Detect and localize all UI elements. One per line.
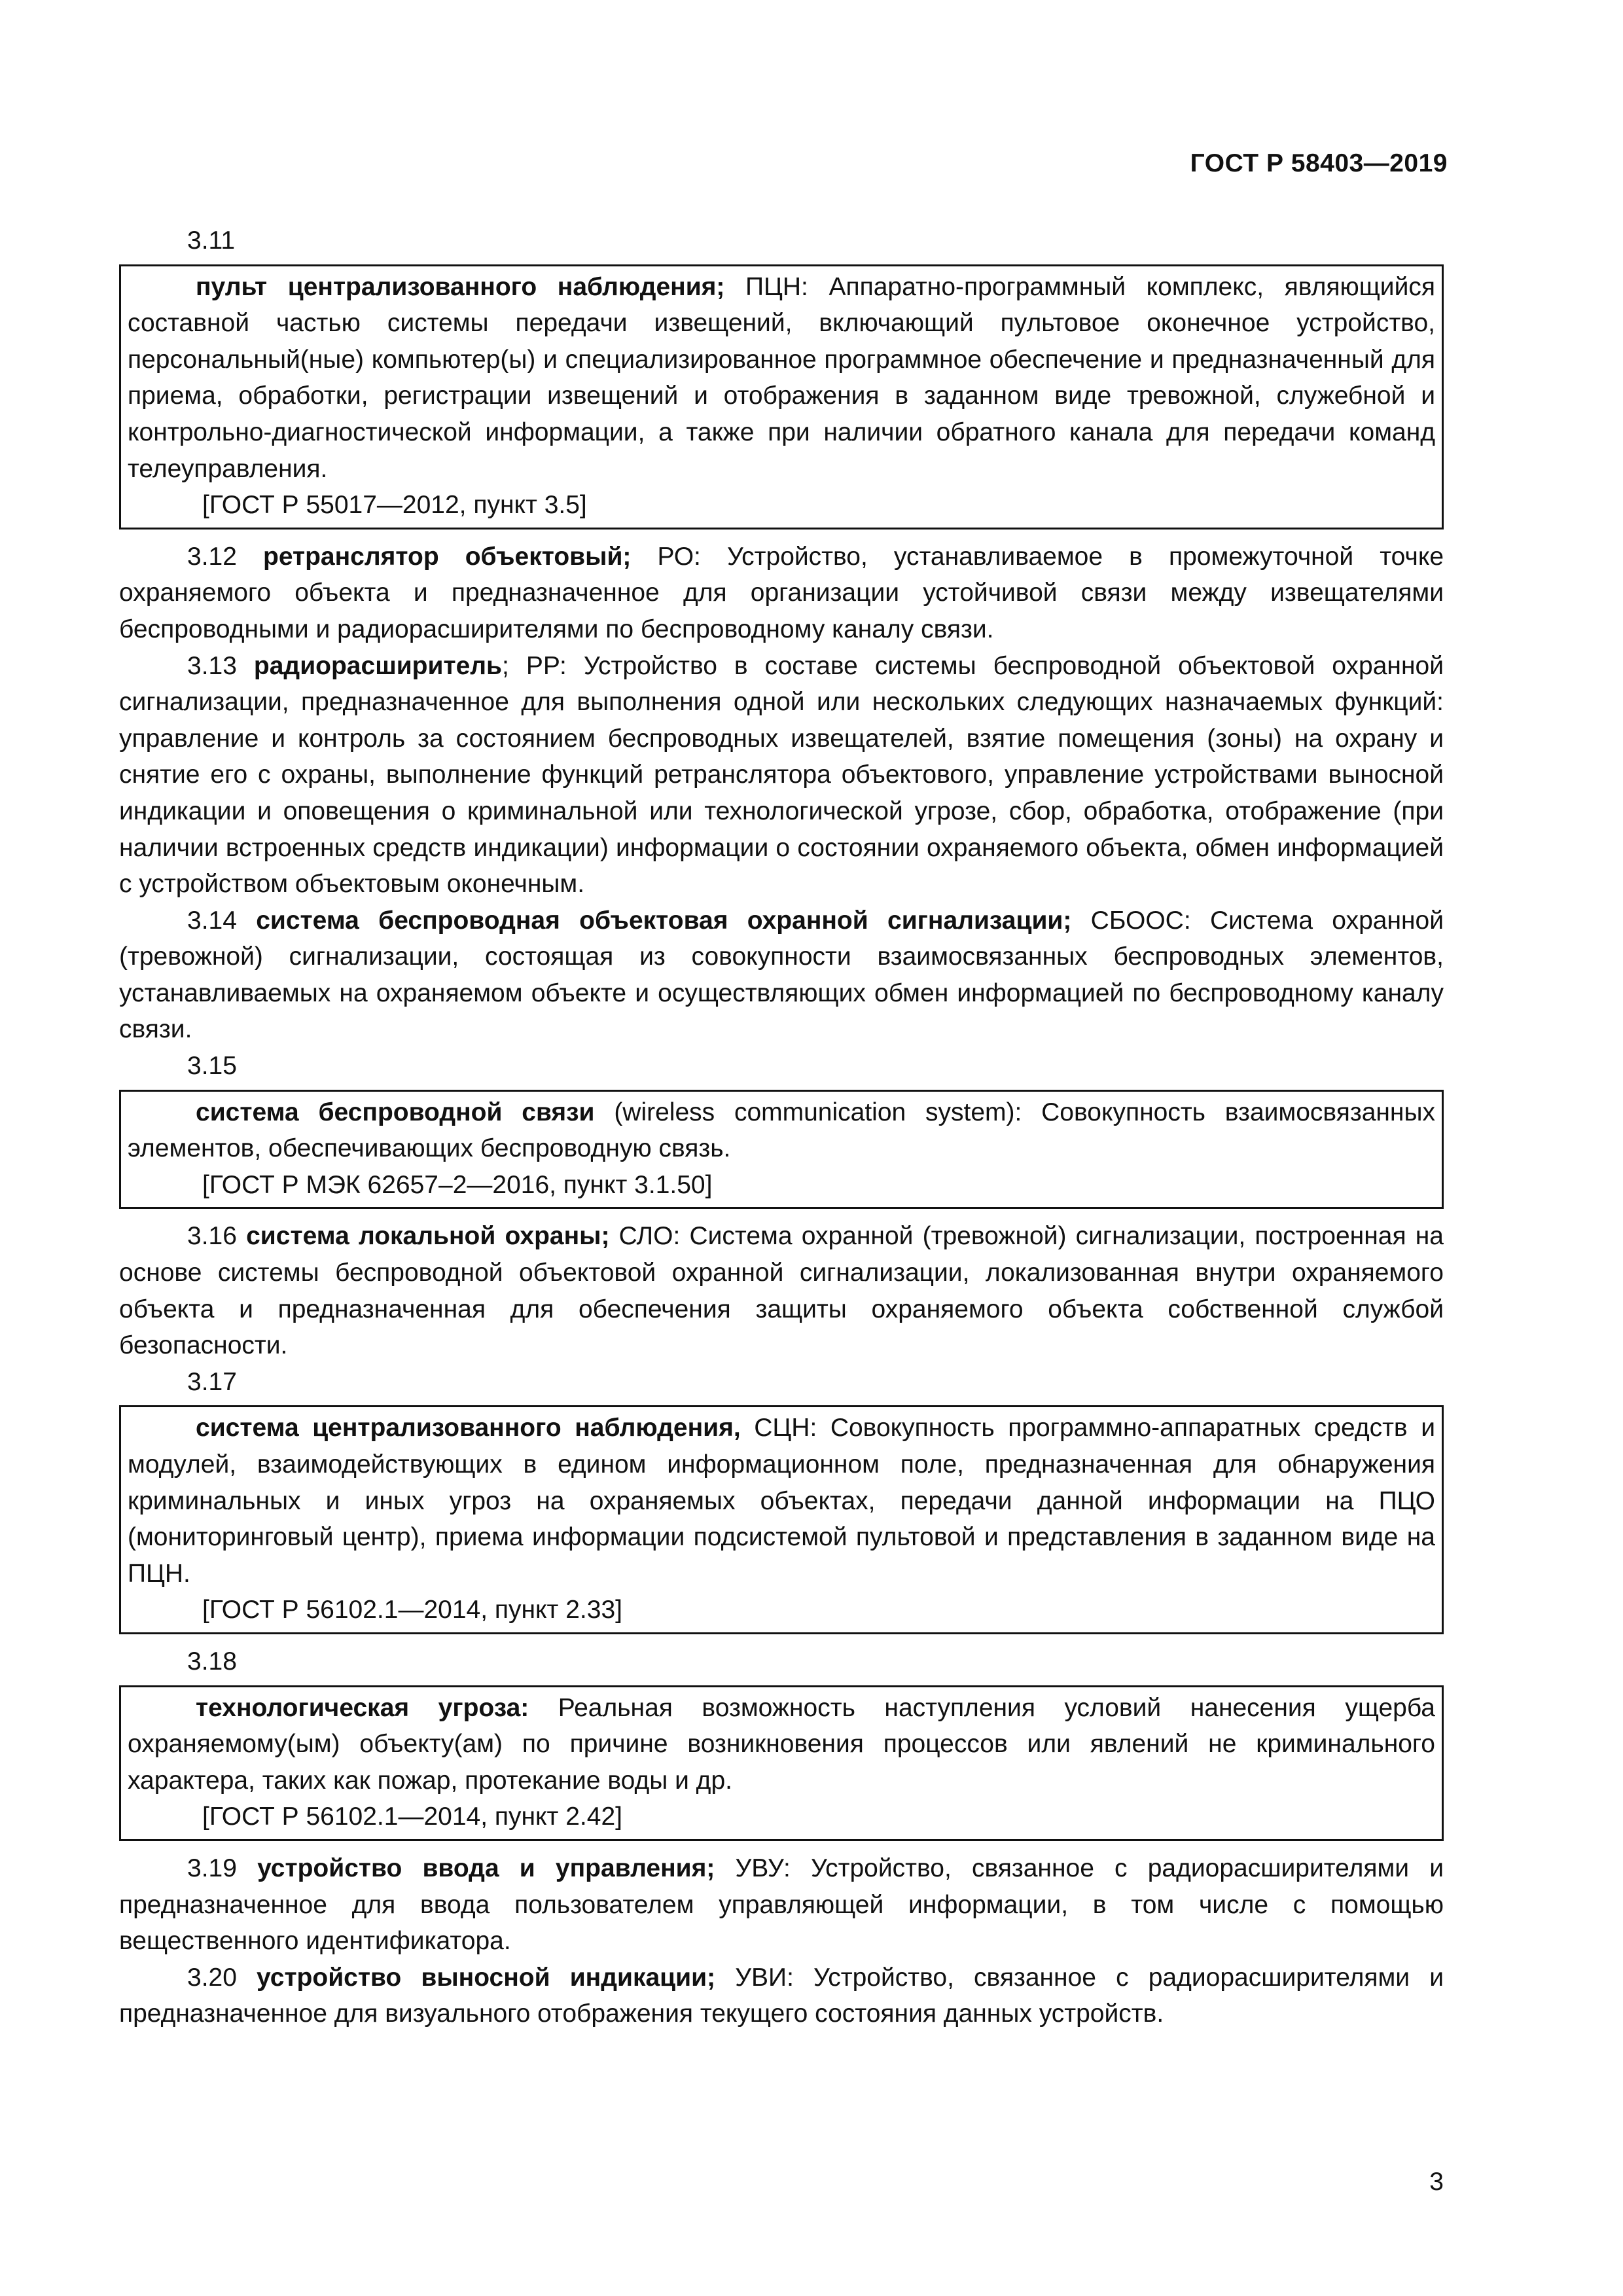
definition-text: Устройство, связанное с радиорасширителями и предназначенное для ввода пользователем управляющей информации, в том числе с помощью вещественного идентификатора. bbox=[119, 1854, 1444, 1956]
term-abbreviation: СЛО: bbox=[609, 1222, 681, 1251]
entry-number: 3.16 bbox=[187, 1222, 237, 1251]
term-abbreviation: (wireless communication system): bbox=[594, 1098, 1022, 1126]
entry-number: 3.18 bbox=[187, 1647, 237, 1676]
definition-paragraph bbox=[128, 1690, 1435, 1799]
term: система централизованного наблюдения, bbox=[196, 1414, 741, 1443]
quoted-definition-box bbox=[119, 264, 1444, 529]
terms-content bbox=[119, 223, 1444, 2032]
definition-text: Совокупность взаимосвязанных элементов, обеспечивающих беспроводную связь. bbox=[128, 1098, 1435, 1163]
term: система беспроводная объектовая охранной сигнализации; bbox=[256, 906, 1072, 935]
definition-text: Реальная возможность наступления условий нанесения ущерба охраняемому(ым) объекту(ам) по причине возникновения процессов или явлений не криминального характера, таких как пожар, протекание воды и др. bbox=[128, 1693, 1435, 1795]
term: радиорасширитель bbox=[253, 651, 503, 680]
term-abbreviation: ; РР: bbox=[502, 651, 567, 680]
source-reference: [ГОСТ Р 56102.1—2014, пункт 2.42] bbox=[202, 1803, 622, 1831]
definition-text: Аппаратно-программный комплекс, являющийся составной частью системы передачи извещений, включающий пультовое оконечное устройство, персональный(ные) компьютер(ы) и специализированное программное обеспечение и предназначенный для приема, обработки, регистрации извещений и отображения в заданном виде тревожной, служебной и контрольно-диагностической информации, а также при наличии обратного канала для передачи команд телеуправления. bbox=[128, 272, 1435, 483]
quoted-definition-box bbox=[119, 1090, 1444, 1210]
definition-paragraph bbox=[119, 539, 1444, 648]
quoted-definition-box bbox=[119, 1685, 1444, 1841]
term-abbreviation: СЦН: bbox=[740, 1414, 817, 1443]
definition-paragraph bbox=[119, 1850, 1444, 1960]
term: система локальной охраны; bbox=[246, 1222, 610, 1251]
term: пульт централизованного наблюдения; bbox=[196, 272, 725, 301]
definition-paragraph bbox=[128, 1410, 1435, 1592]
source-reference: [ГОСТ Р 56102.1—2014, пункт 2.33] bbox=[202, 1596, 622, 1624]
entry-number: 3.11 bbox=[187, 226, 236, 255]
definition-text: Устройство, связанное с радиорасширителями и предназначенное для визуального отображения текущего состояния данных устройств. bbox=[119, 1963, 1444, 2028]
term: устройство выносной индикации; bbox=[257, 1963, 716, 1992]
entry-number: 3.19 bbox=[187, 1854, 237, 1882]
term: ретранслятор объектовый; bbox=[263, 542, 632, 571]
term-abbreviation: УВУ: bbox=[715, 1854, 791, 1882]
source-reference: [ГОСТ Р МЭК 62657–2—2016, пункт 3.1.50] bbox=[202, 1170, 713, 1199]
definition-paragraph bbox=[119, 1218, 1444, 1363]
definition-paragraph bbox=[128, 269, 1435, 488]
term-abbreviation: УВИ: bbox=[715, 1963, 794, 1992]
page-number: 3 bbox=[1429, 2168, 1444, 2196]
entry-number: 3.20 bbox=[187, 1963, 237, 1992]
definition-text: Устройство, устанавливаемое в промежуточной точке охраняемого объекта и предназначенное для организации устойчивой связи между извещателями беспроводными и радиорасширителями по беспроводному каналу связи. bbox=[119, 542, 1444, 643]
definition-text: Система охранной (тревожной) сигнализации, состоящая из совокупности взаимосвязанных беспроводных элементов, устанавливаемых на охраняемом объекте и осуществляющих обмен информацией по беспроводному каналу связи. bbox=[119, 906, 1444, 1044]
term: устройство ввода и управления; bbox=[257, 1854, 715, 1882]
entry-number: 3.12 bbox=[187, 542, 237, 571]
quoted-definition-box bbox=[119, 1405, 1444, 1634]
definition-text: Совокупность программно-аппаратных средств и модулей, взаимодействующих в едином информационном поле, предназначенная для обнаружения криминальных и иных угроз на охраняемых объектах, передачи данной информации на ПЦО (мониторинговый центр), приема информации подсистемой пультовой и представления в заданном виде на ПЦН. bbox=[128, 1414, 1435, 1588]
definition-text: Устройство в составе системы беспроводной объектовой охранной сигнализации, предназначенное для выполнения одной или нескольких следующих назначаемых функций: управление и контроль за состоянием беспроводных извещателей, взятие помещения (зоны) на охрану и снятие его с охраны, выполнение функций ретранслятора объектового, управление устройствами выносной индикации и оповещения о криминальной или технологической угрозе, сбор, обработка, отображение (при наличии встроенных средств индикации) информации о состоянии охраняемого объекта, обмен информацией с устройством объектовым оконечным. bbox=[119, 651, 1444, 899]
term-abbreviation: СБООС: bbox=[1071, 906, 1191, 935]
definition-paragraph bbox=[119, 1960, 1444, 2032]
term: технологическая угроза: bbox=[196, 1693, 529, 1722]
entry-number: 3.17 bbox=[187, 1367, 237, 1396]
definition-paragraph bbox=[119, 648, 1444, 903]
term-abbreviation: ПЦН: bbox=[724, 272, 808, 301]
entry-number: 3.15 bbox=[187, 1052, 237, 1081]
source-reference: [ГОСТ Р 55017—2012, пункт 3.5] bbox=[202, 491, 587, 520]
definition-paragraph bbox=[119, 903, 1444, 1048]
term-abbreviation: РО: bbox=[631, 542, 701, 571]
term: система беспроводной связи bbox=[196, 1098, 595, 1126]
document-id-header: ГОСТ Р 58403—2019 bbox=[1190, 149, 1448, 177]
entry-number: 3.13 bbox=[187, 651, 237, 680]
definition-paragraph bbox=[128, 1094, 1435, 1167]
entry-number: 3.14 bbox=[187, 906, 237, 935]
definition-text: Система охранной (тревожной) сигнализации, построенная на основе системы беспроводной объектовой охранной сигнализации, локализованная внутри охраняемого объекта и предназначенная для обеспечения защиты охраняемого объекта собственной службой безопасности. bbox=[119, 1222, 1444, 1360]
